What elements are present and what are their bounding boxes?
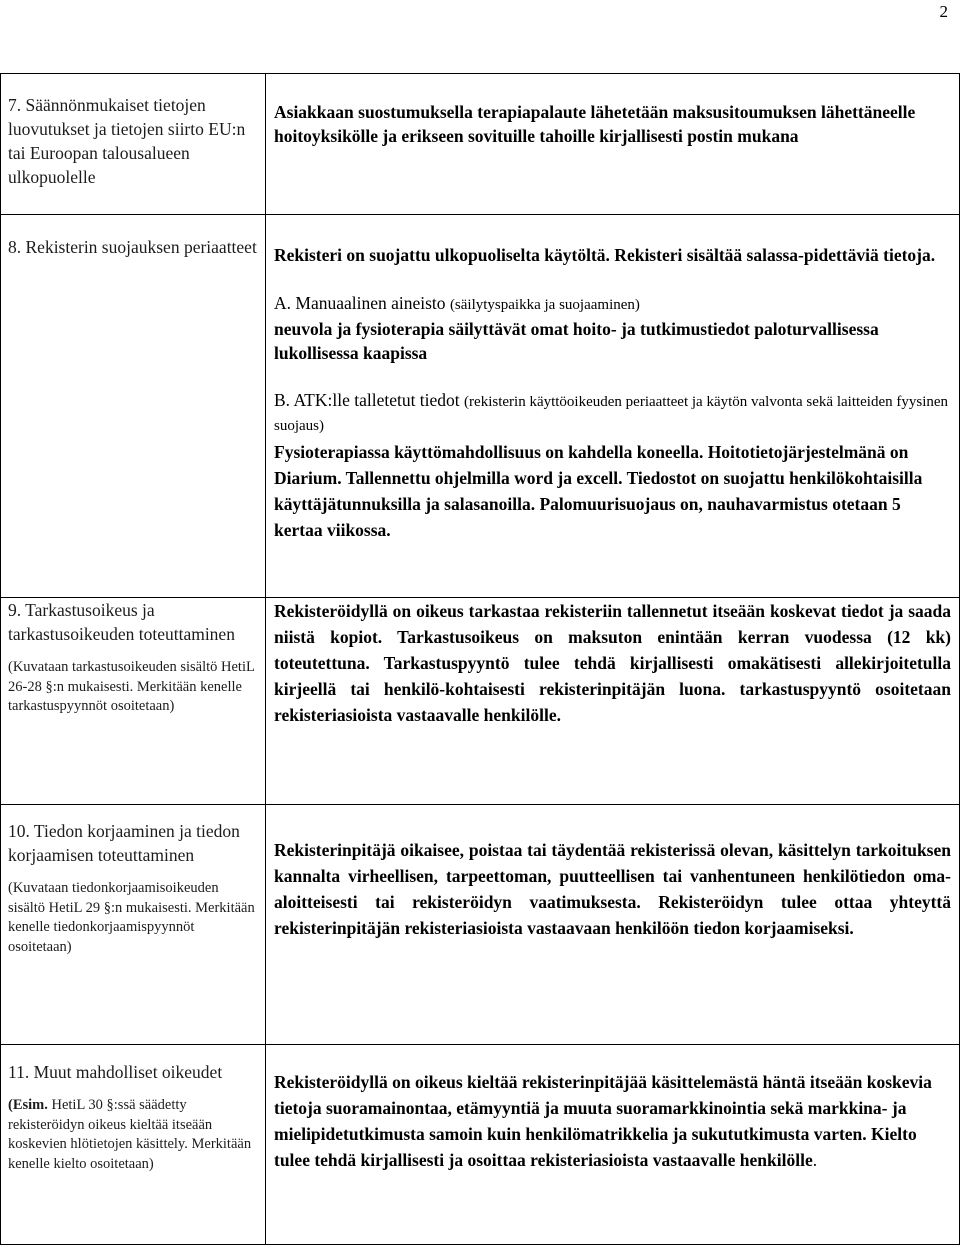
section-10-note: (Kuvataan tiedonkorjaamisoikeuden sisältö HetiL 29 §:n mukaisesti. Merkitään kenelle tiedonkorjaamispyynnöt osoitetaan) — [8, 880, 255, 955]
section-7-heading: 7. Säännönmukaiset tietojen luovutukset ja tietojen siirto EU:n tai Euroopan talousalueen ulkopuolelle — [8, 95, 246, 187]
section-9-label-cell — [1, 598, 266, 805]
section-11-text-end: . — [812, 1150, 818, 1170]
table-row — [1, 74, 960, 215]
table-row — [1, 1045, 960, 1245]
section-8-content-cell — [266, 215, 960, 598]
table-row — [1, 805, 960, 1045]
register-description-table — [0, 73, 960, 1245]
section-11-text: Rekisteröidyllä on oikeus kieltää rekisterinpitäjää käsittelemästä häntä itseään koskevia tietoja suoramainontaa, etämyyntiä ja muuta suoramarkkinointia sekä markkina- ja mielipidetutkimusta samoin kuin henkilömatrikkelia ja sukututkimusta varten. Kielto tulee tehdä kirjallisesti ja osoittaa rekisteriasioista vastaavalle henkilölle — [274, 1072, 932, 1170]
manual-material-text: neuvola ja fysioterapia säilyttävät omat hoito- ja tutkimustiedot paloturvallisessa lukollisessa kaapissa — [274, 319, 879, 363]
section-10-text: Rekisterinpitäjä oikaisee, poistaa tai täydentää rekisterissä olevan, käsittelyn tarkoituksen kannalta virheellisen, tarpeettoman, puutteellisen tai vanhentuneen henkilötiedon oma-aloitteisesti tai rekisteröidyn vaatimuksesta. Rekisteröidyn tulee ottaa yhteyttä rekisterinpitäjän rekisteriasioista vastaavaan henkilöön tiedon korjaamiseksi. — [274, 840, 951, 938]
section-11-note-prefix: (Esim. — [8, 1097, 48, 1113]
section-9-content-cell — [266, 598, 960, 805]
manual-material-label: A. Manuaalinen aineisto — [274, 293, 446, 313]
section-11-heading: 11. Muut mahdolliset oikeudet — [8, 1062, 223, 1082]
section-8-label-cell — [1, 215, 266, 598]
section-10-heading: 10. Tiedon korjaaminen ja tiedon korjaamisen toteuttaminen — [8, 821, 240, 865]
section-9-heading: 9. Tarkastusoikeus ja tarkastusoikeuden toteuttaminen — [8, 600, 235, 644]
table-row — [1, 598, 960, 805]
section-7-content-cell — [266, 74, 960, 215]
section-7-label-cell — [1, 74, 266, 215]
section-8-intro: Rekisteri on suojattu ulkopuoliselta käytöltä. Rekisteri sisältää salassa-pidettäviä tietoja. — [274, 245, 936, 265]
electronic-data-note: (rekisterin käyttöoikeuden periaatteet ja käytön valvonta sekä laitteiden fyysinen suojaus) — [274, 394, 949, 434]
manual-material-note: (säilytyspaikka ja suojaaminen) — [449, 297, 640, 313]
section-7-text: Asiakkaan suostumuksella terapiapalaute lähetetään maksusitoumuksen lähettäneelle hoitoyksikölle ja erikseen sovituille tahoille kirjallisesti postin mukana — [274, 102, 916, 146]
section-11-label-cell — [1, 1045, 266, 1245]
section-10-label-cell — [1, 805, 266, 1045]
electronic-data-label: B. ATK:lle talletetut tiedot — [274, 390, 460, 410]
page-number: 2 — [939, 2, 948, 21]
section-9-text: Rekisteröidyllä on oikeus tarkastaa rekisteriin tallennetut itseään koskevat tiedot ja saada niistä kopiot. Tarkastusoikeus on maksuton enintään kerran vuodessa (12 kk) toteutettuna. Tarkastuspyyntö tulee tehdä kirjallisesti omakätisesti allekirjoitetulla kirjeellä tai henkilö-kohtaisesti rekisterinpitäjän luona. tarkastuspyyntö osoitetaan rekisteriasioista vastaavalle henkilölle. — [274, 601, 951, 725]
section-11-note: HetiL 30 §:ssä säädetty rekisteröidyn oikeus kieltää itseään koskevien hlötietojen käsittely. Merkitään kenelle kielto osoitetaan) — [8, 1097, 252, 1172]
section-9-note: (Kuvataan tarkastusoikeuden sisältö HetiL 26-28 §:n mukaisesti. Merkitään kenelle tarkastuspyynnöt osoitetaan) — [8, 659, 255, 714]
section-8-heading: 8. Rekisterin suojauksen periaatteet — [8, 237, 257, 257]
table-row — [1, 215, 960, 598]
section-11-content-cell — [266, 1045, 960, 1245]
electronic-data-text: Fysioterapiassa käyttömahdollisuus on kahdella koneella. Hoitotietojärjestelmänä on Diarium. Tallennettu ohjelmilla word ja excell. Tiedostot on suojattu henkilökohtaisilla käyttäjätunnuksilla ja salasanoilla. Palomuurisuojaus on, nauhavarmistus otetaan 5 kertaa viikossa. — [274, 442, 923, 540]
section-10-content-cell — [266, 805, 960, 1045]
